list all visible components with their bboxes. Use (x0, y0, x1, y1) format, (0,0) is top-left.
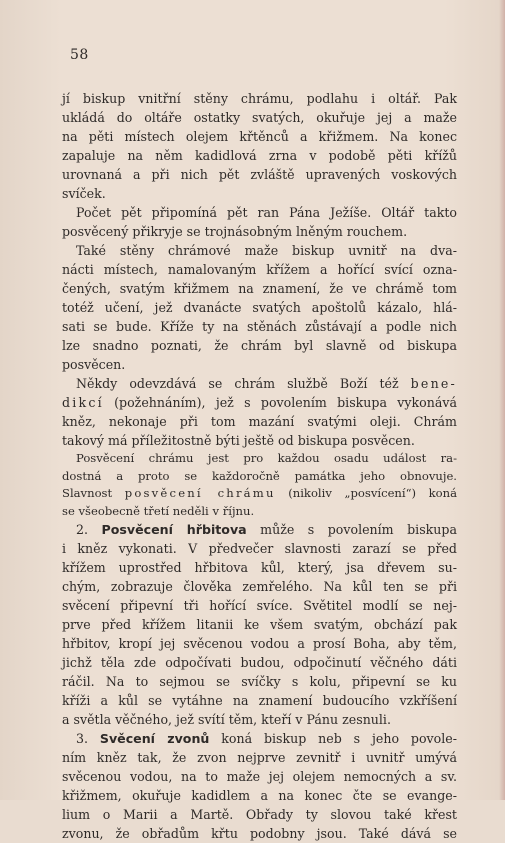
text-line: jí biskup vnitřní stěny chrámu, podlahu i oltář. Pak (62, 91, 457, 106)
text-segment: může s povolením biskupa (246, 522, 457, 538)
text-line (62, 729, 457, 748)
text-segment: bene- (410, 376, 457, 391)
text-line: čených, svatým křižmem na znamení, že ve chrámě tom (62, 281, 457, 296)
text-line: křížem uprostřed hřbitova kůl, který, jsa dřevem su- (62, 560, 457, 576)
text-line (62, 485, 457, 503)
text-line: i kněz vykonati. V předvečer slavnosti zarazí se před (62, 541, 457, 557)
text-line: a světla věčného, jež svítí těm, kteří v Pánu zesnuli. (62, 712, 391, 728)
text-line: křižmem, okuřuje kadidlem a na konec čte se evange- (62, 788, 457, 804)
text-line: zvonu, že obřadům křtu podobny jsou. Také dává se (62, 826, 457, 842)
text-line: sati se bude. Kříže ty na stěnách zůstávají a podle nich (62, 319, 457, 334)
text-segment: Svěcení zvonů (99, 731, 210, 747)
body-text (62, 89, 457, 843)
text-line: svěcenou vodou, na to maže jej olejem nemocných a sv. (62, 769, 457, 785)
text-segment: (nikoliv „posvícení“) koná (275, 486, 457, 501)
text-line: dostná a proto se každoročně památka jeho obnovuje. (62, 468, 457, 483)
text-line: Počet pět připomíná pět ran Pána Ježíše. Oltář takto (76, 205, 457, 220)
text-line: Posvěcení chrámu jest pro každou osadu událost ra- (76, 451, 457, 465)
text-segment: Slavnost (62, 486, 125, 501)
text-line: jichž těla zde odpočívati budou, odpočinutí věčného dáti (62, 655, 457, 671)
text-line: posvěcen. (62, 357, 126, 372)
text-line: totéž učení, jež dvanácte svatých apoštolů kázalo, hlá- (62, 300, 457, 315)
text-line: se všeobecně třetí neděli v říjnu. (62, 503, 255, 518)
text-line: hřbitov, kropí jej svěcenou vodou a prosí Boha, aby těm, (62, 636, 457, 652)
text-line: svěcení připevní tři hořící svíce. Světitel modlí se nej- (62, 598, 457, 614)
text-line: kříži a kůl se vytáhne na znamení budoucího vzkříšení (62, 693, 457, 709)
text-segment: (požehnáním), jež s povolením biskupa vykonává (103, 395, 457, 410)
text-line (62, 393, 457, 412)
text-line: svíček. (62, 186, 106, 201)
text-line (62, 374, 457, 393)
text-line: nácti místech, namalovaným křížem a hořící svící ozna- (62, 262, 457, 277)
text-line: lium o Marii a Martě. Obřady ty slovou také křest (62, 807, 457, 823)
text-line: ráčil. Na to sejmou se svíčky s kolu, připevní se ku (62, 674, 457, 690)
text-segment: Někdy odevzdává se chrám službě Boží též (76, 376, 411, 391)
text-line: zapaluje na něm kadidlová zrna v podobě pěti křížů (62, 148, 457, 163)
text-line: urovnaná a při nich pět zvláště upravených voskových (62, 167, 457, 182)
text-line: na pěti místech olejem křtěnců a křižmem. Na konec (62, 129, 457, 144)
text-line: Také stěny chrámové maže biskup uvnitř na dva- (76, 243, 457, 258)
text-segment: Posvěcení hřbitova (101, 522, 247, 538)
text-line: ukládá do oltáře ostatky svatých, okuřuje jej a maže (62, 110, 457, 125)
text-segment: 3. (76, 731, 100, 747)
text-segment: dikcí (62, 395, 104, 410)
text-line: chým, zobrazuje člověka zemřelého. Na kůl ten se při (62, 579, 457, 595)
text-line: kněz, nekonaje při tom mazání svatými oleji. Chrám (62, 414, 457, 429)
text-line: takový má příležitostně býti ještě od biskupa posvěcen. (62, 433, 415, 448)
text-line: posvěcený přikryje se trojnásobným lněným rouchem. (62, 224, 408, 239)
text-line: prve před křížem litanii ke všem svatým, obchází pak (62, 617, 457, 633)
text-segment: 2. (76, 522, 102, 538)
page-number: 58 (70, 47, 89, 63)
text-segment: posvěcení chrámu (124, 486, 276, 501)
text-line: ním kněz tak, že zvon nejprve zevnitř i uvnitř umývá (62, 750, 457, 766)
text-line (62, 520, 457, 539)
page-edge-shadow (499, 0, 505, 800)
text-segment: koná biskup neb s jeho povole- (209, 731, 457, 747)
text-line: lze snadno poznati, že chrám byl slavně od biskupa (62, 338, 457, 353)
